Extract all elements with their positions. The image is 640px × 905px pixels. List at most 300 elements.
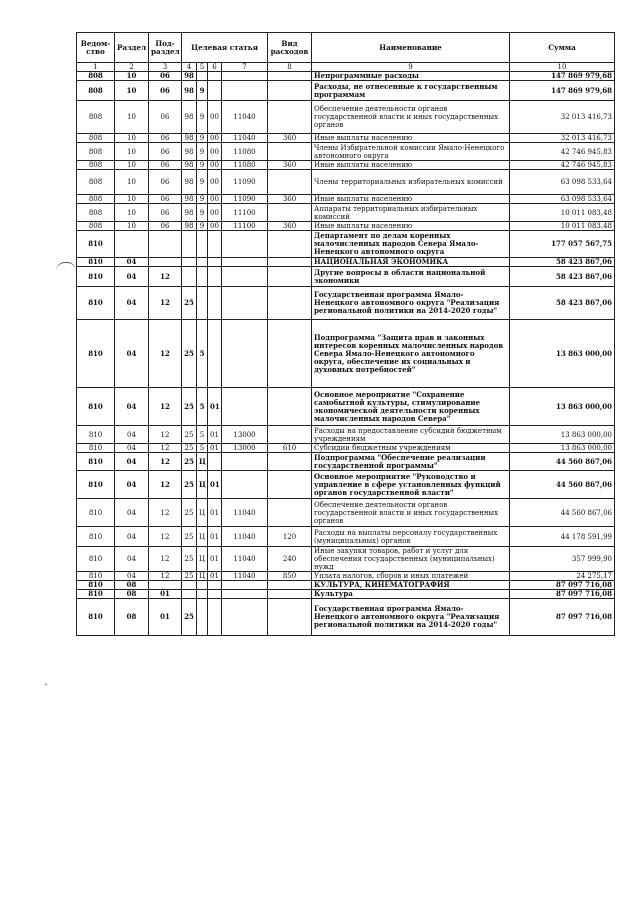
cell-podrazdel: 12 <box>149 287 182 320</box>
cell-razdel: 10 <box>115 81 149 101</box>
cell-razdel: 10 <box>115 222 149 231</box>
cell-razdel: 10 <box>115 161 149 170</box>
col-number: 10 <box>510 63 615 72</box>
cell-sum: 13 863 000,00 <box>510 388 615 426</box>
table-body <box>77 72 615 636</box>
cell-target-1: 98 <box>182 81 197 101</box>
cell-target-4 <box>222 258 268 267</box>
col-number: 4 <box>182 63 197 72</box>
cell-target-2: 9 <box>197 195 208 204</box>
cell-target-2 <box>197 581 208 590</box>
cell-razdel: 04 <box>115 547 149 572</box>
cell-name: Иные выплаты населению <box>312 195 510 204</box>
cell-podrazdel: 06 <box>149 170 182 195</box>
table-row <box>77 258 615 267</box>
cell-podrazdel: 12 <box>149 547 182 572</box>
cell-target-1: 98 <box>182 170 197 195</box>
cell-razdel: 10 <box>115 195 149 204</box>
cell-target-1: 25 <box>182 499 197 527</box>
cell-vid: 240 <box>268 547 312 572</box>
cell-target-4 <box>222 320 268 388</box>
cell-razdel: 08 <box>115 590 149 599</box>
cell-podrazdel: 06 <box>149 195 182 204</box>
cell-sum: 44 560 867,06 <box>510 499 615 527</box>
cell-ved: 808 <box>77 222 115 231</box>
cell-target-1 <box>182 231 197 258</box>
cell-target-3: 00 <box>208 101 222 134</box>
table-row <box>77 471 615 499</box>
cell-podrazdel: 12 <box>149 471 182 499</box>
cell-vid <box>268 72 312 81</box>
cell-name: Члены Избирательной комиссии Ямало-Ненецкого автономного округа <box>312 143 510 161</box>
cell-ved: 810 <box>77 499 115 527</box>
cell-razdel: 10 <box>115 72 149 81</box>
cell-target-2 <box>197 72 208 81</box>
cell-sum: 87 097 716,08 <box>510 590 615 599</box>
cell-name: Иные выплаты населению <box>312 161 510 170</box>
cell-target-4: 11040 <box>222 527 268 547</box>
cell-target-4: 11040 <box>222 499 268 527</box>
cell-sum: 44 560 867,06 <box>510 453 615 471</box>
cell-target-1 <box>182 590 197 599</box>
cell-razdel: 04 <box>115 471 149 499</box>
cell-target-1: 98 <box>182 143 197 161</box>
cell-razdel: 04 <box>115 426 149 444</box>
cell-podrazdel: 06 <box>149 204 182 222</box>
cell-ved: 810 <box>77 258 115 267</box>
cell-target-4: 11090 <box>222 170 268 195</box>
cell-target-1: 25 <box>182 453 197 471</box>
cell-ved: 810 <box>77 581 115 590</box>
cell-target-4 <box>222 590 268 599</box>
cell-name: Подпрограмма "Обеспечение реализации государственной программы" <box>312 453 510 471</box>
table-row <box>77 81 615 101</box>
cell-sum: 63 098 533,64 <box>510 170 615 195</box>
cell-target-3: 01 <box>208 388 222 426</box>
table-row <box>77 527 615 547</box>
cell-podrazdel: 12 <box>149 572 182 581</box>
cell-ved: 810 <box>77 444 115 453</box>
cell-target-4 <box>222 471 268 499</box>
cell-vid <box>268 581 312 590</box>
cell-podrazdel: 06 <box>149 81 182 101</box>
cell-ved: 810 <box>77 471 115 499</box>
cell-vid <box>268 388 312 426</box>
col-number: 2 <box>115 63 149 72</box>
cell-target-2: 9 <box>197 81 208 101</box>
cell-target-4: 11090 <box>222 195 268 204</box>
cell-target-3 <box>208 231 222 258</box>
header-name: Наименование <box>312 33 510 63</box>
cell-target-2: 5 <box>197 320 208 388</box>
cell-ved: 810 <box>77 267 115 287</box>
cell-target-1: 25 <box>182 547 197 572</box>
cell-vid: 610 <box>268 444 312 453</box>
cell-target-3: 01 <box>208 426 222 444</box>
header-razdel: Раздел <box>115 33 149 63</box>
cell-target-3 <box>208 590 222 599</box>
cell-target-3: 01 <box>208 471 222 499</box>
cell-target-1: 25 <box>182 287 197 320</box>
cell-target-2: Ц <box>197 471 208 499</box>
cell-target-4 <box>222 581 268 590</box>
cell-podrazdel: 01 <box>149 599 182 636</box>
table-row <box>77 134 615 143</box>
cell-vid: 360 <box>268 161 312 170</box>
cell-ved: 808 <box>77 72 115 81</box>
cell-target-1: 98 <box>182 72 197 81</box>
cell-sum: 24 275,17 <box>510 572 615 581</box>
cell-podrazdel: 12 <box>149 453 182 471</box>
cell-vid: 120 <box>268 527 312 547</box>
table-row <box>77 204 615 222</box>
cell-sum: 177 057 567,75 <box>510 231 615 258</box>
cell-name: Департамент по делам коренных малочисленных народов Севера Ямало-Ненецкого автономного округа <box>312 231 510 258</box>
cell-vid: 360 <box>268 195 312 204</box>
cell-sum: 44 560 867,06 <box>510 471 615 499</box>
cell-name: Субсидии бюджетным учреждениям <box>312 444 510 453</box>
cell-name: Расходы на предоставление субсидий бюджетным учреждениям <box>312 426 510 444</box>
cell-target-2 <box>197 590 208 599</box>
cell-target-4 <box>222 453 268 471</box>
table-row <box>77 320 615 388</box>
cell-vid <box>268 267 312 287</box>
cell-target-4: 13000 <box>222 426 268 444</box>
cell-target-3 <box>208 599 222 636</box>
table-row <box>77 547 615 572</box>
table-row <box>77 572 615 581</box>
cell-name: КУЛЬТУРА, КИНЕМАТОГРАФИЯ <box>312 581 510 590</box>
cell-target-2: 9 <box>197 101 208 134</box>
cell-name: Государственная программа Ямало-Ненецкого автономного округа "Реализация региональной политики на 2014-2020 годы" <box>312 287 510 320</box>
cell-ved: 810 <box>77 590 115 599</box>
cell-ved: 810 <box>77 320 115 388</box>
cell-target-3 <box>208 287 222 320</box>
cell-target-1 <box>182 581 197 590</box>
cell-target-4: 13000 <box>222 444 268 453</box>
cell-ved: 810 <box>77 527 115 547</box>
cell-target-4: 11040 <box>222 572 268 581</box>
col-number: 5 <box>197 63 208 72</box>
cell-target-3: 00 <box>208 143 222 161</box>
cell-razdel: 08 <box>115 599 149 636</box>
cell-target-2 <box>197 258 208 267</box>
cell-podrazdel <box>149 258 182 267</box>
cell-target-3 <box>208 258 222 267</box>
cell-target-2: Ц <box>197 547 208 572</box>
cell-target-3: 00 <box>208 195 222 204</box>
cell-target-3: 00 <box>208 204 222 222</box>
cell-razdel: 04 <box>115 320 149 388</box>
header-row <box>77 33 615 63</box>
cell-target-2: 9 <box>197 170 208 195</box>
cell-name: Члены территориальных избирательных комиссий <box>312 170 510 195</box>
cell-target-1: 25 <box>182 444 197 453</box>
cell-podrazdel: 06 <box>149 134 182 143</box>
cell-target-1: 98 <box>182 195 197 204</box>
cell-name: Иные выплаты населению <box>312 134 510 143</box>
cell-target-3 <box>208 320 222 388</box>
cell-target-3 <box>208 72 222 81</box>
cell-ved: 810 <box>77 231 115 258</box>
cell-razdel: 04 <box>115 267 149 287</box>
cell-ved: 810 <box>77 572 115 581</box>
cell-vid: 360 <box>268 222 312 231</box>
cell-name: Подпрограмма "Защита прав и законных интересов коренных малочисленных народов Севера Ямало-Ненецкого автономного округа, обеспечение их социальных и духовных потребностей" <box>312 320 510 388</box>
cell-target-2: 9 <box>197 143 208 161</box>
cell-target-3: 01 <box>208 547 222 572</box>
cell-target-3: 01 <box>208 499 222 527</box>
cell-podrazdel: 12 <box>149 499 182 527</box>
cell-sum: 87 097 716,08 <box>510 581 615 590</box>
table-row <box>77 388 615 426</box>
cell-target-2: Ц <box>197 527 208 547</box>
budget-table <box>76 32 615 636</box>
cell-vid <box>268 320 312 388</box>
cell-ved: 810 <box>77 388 115 426</box>
cell-podrazdel: 06 <box>149 161 182 170</box>
cell-target-4: 11100 <box>222 204 268 222</box>
cell-target-3 <box>208 81 222 101</box>
header-sum: Сумма <box>510 33 615 63</box>
table-row <box>77 499 615 527</box>
cell-sum: 13 863 000,00 <box>510 320 615 388</box>
cell-target-1: 25 <box>182 320 197 388</box>
cell-razdel: 10 <box>115 101 149 134</box>
cell-target-1 <box>182 258 197 267</box>
cell-target-2: 9 <box>197 161 208 170</box>
cell-razdel: 10 <box>115 204 149 222</box>
col-number: 9 <box>312 63 510 72</box>
cell-sum: 58 423 867,06 <box>510 258 615 267</box>
cell-target-4 <box>222 72 268 81</box>
cell-target-1: 25 <box>182 572 197 581</box>
cell-sum: 147 869 979,68 <box>510 72 615 81</box>
cell-vid <box>268 81 312 101</box>
cell-target-4 <box>222 267 268 287</box>
cell-name: Обеспечение деятельности органов государственной власти и иных государственных органов <box>312 499 510 527</box>
cell-razdel: 04 <box>115 258 149 267</box>
cell-target-1: 98 <box>182 204 197 222</box>
cell-podrazdel: 06 <box>149 72 182 81</box>
cell-target-2 <box>197 287 208 320</box>
cell-name: Иные выплаты населению <box>312 222 510 231</box>
cell-target-4 <box>222 388 268 426</box>
cell-target-4: 11040 <box>222 134 268 143</box>
col-number: 7 <box>222 63 268 72</box>
cell-sum: 10 011 083,48 <box>510 204 615 222</box>
cell-ved: 808 <box>77 101 115 134</box>
cell-ved: 810 <box>77 547 115 572</box>
cell-podrazdel: 12 <box>149 527 182 547</box>
col-number: 1 <box>77 63 115 72</box>
table-row <box>77 161 615 170</box>
cell-target-1: 98 <box>182 134 197 143</box>
cell-sum: 42 746 945,83 <box>510 161 615 170</box>
cell-name: Государственная программа Ямало-Ненецкого автономного округа "Реализация региональной политики на 2014-2020 годы" <box>312 599 510 636</box>
cell-target-2: Ц <box>197 572 208 581</box>
cell-target-1: 25 <box>182 471 197 499</box>
header-podrazdel: Под-раздел <box>149 33 182 63</box>
table-row <box>77 426 615 444</box>
cell-vid <box>268 590 312 599</box>
cell-target-2: 5 <box>197 426 208 444</box>
table-row <box>77 599 615 636</box>
cell-ved: 808 <box>77 81 115 101</box>
cell-razdel: 08 <box>115 581 149 590</box>
column-number-row <box>77 63 615 72</box>
cell-target-4 <box>222 231 268 258</box>
table-row <box>77 590 615 599</box>
cell-razdel: 04 <box>115 388 149 426</box>
cell-target-3: 01 <box>208 527 222 547</box>
cell-target-1: 25 <box>182 599 197 636</box>
cell-sum: 58 423 867,06 <box>510 267 615 287</box>
header-vid: Вид расходов <box>268 33 312 63</box>
cell-sum: 32 013 416,73 <box>510 134 615 143</box>
table-row <box>77 72 615 81</box>
cell-vid <box>268 471 312 499</box>
cell-razdel: 04 <box>115 499 149 527</box>
col-number: 8 <box>268 63 312 72</box>
cell-target-3: 00 <box>208 222 222 231</box>
header-ved: Ведом-ство <box>77 33 115 63</box>
cell-razdel: 10 <box>115 143 149 161</box>
cell-podrazdel: 12 <box>149 388 182 426</box>
cell-target-2: 9 <box>197 222 208 231</box>
cell-target-2: 5 <box>197 388 208 426</box>
cell-name: Обеспечение деятельности органов государственной власти и иных государственных органов <box>312 101 510 134</box>
cell-podrazdel: 01 <box>149 590 182 599</box>
cell-razdel: 04 <box>115 527 149 547</box>
cell-ved: 808 <box>77 204 115 222</box>
cell-sum: 58 423 867,06 <box>510 287 615 320</box>
cell-target-2: Ц <box>197 499 208 527</box>
cell-target-3: 00 <box>208 161 222 170</box>
table-row <box>77 444 615 453</box>
cell-name: Культура <box>312 590 510 599</box>
table-row <box>77 267 615 287</box>
cell-vid: 360 <box>268 134 312 143</box>
cell-podrazdel <box>149 581 182 590</box>
table-row <box>77 101 615 134</box>
table-row <box>77 222 615 231</box>
cell-name: Непрограммные расходы <box>312 72 510 81</box>
table-row <box>77 143 615 161</box>
scan-margin-mark <box>56 262 76 271</box>
cell-podrazdel: 12 <box>149 444 182 453</box>
cell-razdel: 04 <box>115 287 149 320</box>
cell-sum: 147 869 979,68 <box>510 81 615 101</box>
cell-vid <box>268 101 312 134</box>
cell-sum: 13 863 000,00 <box>510 426 615 444</box>
table-row <box>77 231 615 258</box>
cell-name: Расходы на выплаты персоналу государственных (муниципальных) органов <box>312 527 510 547</box>
cell-razdel: 10 <box>115 134 149 143</box>
cell-podrazdel: 06 <box>149 101 182 134</box>
cell-target-2: 9 <box>197 204 208 222</box>
cell-target-2 <box>197 231 208 258</box>
table-row <box>77 170 615 195</box>
scan-margin-dot: ˄ <box>44 683 48 692</box>
table-row <box>77 453 615 471</box>
cell-target-1: 25 <box>182 426 197 444</box>
cell-target-4: 11100 <box>222 222 268 231</box>
cell-target-1: 98 <box>182 222 197 231</box>
cell-target-2 <box>197 267 208 287</box>
cell-target-3 <box>208 453 222 471</box>
cell-name: Аппараты территориальных избирательных комиссий <box>312 204 510 222</box>
cell-sum: 13 863 000,00 <box>510 444 615 453</box>
cell-name: НАЦИОНАЛЬНАЯ ЭКОНОМИКА <box>312 258 510 267</box>
header-target: Целевая статья <box>182 33 268 63</box>
cell-vid: 850 <box>268 572 312 581</box>
cell-podrazdel: 06 <box>149 222 182 231</box>
cell-podrazdel: 12 <box>149 426 182 444</box>
cell-target-1: 25 <box>182 388 197 426</box>
cell-target-2: 5 <box>197 444 208 453</box>
cell-vid <box>268 453 312 471</box>
cell-target-3 <box>208 267 222 287</box>
cell-target-4 <box>222 287 268 320</box>
cell-ved: 810 <box>77 453 115 471</box>
cell-vid <box>268 499 312 527</box>
cell-vid <box>268 258 312 267</box>
cell-sum: 32 013 416,73 <box>510 101 615 134</box>
cell-name: Другие вопросы в области национальной экономики <box>312 267 510 287</box>
cell-podrazdel <box>149 231 182 258</box>
cell-target-3: 00 <box>208 134 222 143</box>
cell-name: Уплата налогов, сборов и иных платежей <box>312 572 510 581</box>
cell-ved: 808 <box>77 161 115 170</box>
cell-name: Иные закупки товаров, работ и услуг для обеспечения государственных (муниципальных) нужд <box>312 547 510 572</box>
cell-target-4 <box>222 599 268 636</box>
cell-ved: 808 <box>77 134 115 143</box>
cell-target-4: 11080 <box>222 143 268 161</box>
cell-razdel: 04 <box>115 572 149 581</box>
cell-razdel: 10 <box>115 170 149 195</box>
cell-vid <box>268 287 312 320</box>
cell-name: Расходы, не отнесенные к государственным программам <box>312 81 510 101</box>
cell-razdel: 04 <box>115 453 149 471</box>
cell-ved: 808 <box>77 195 115 204</box>
cell-sum: 357 999,90 <box>510 547 615 572</box>
cell-target-4: 11040 <box>222 547 268 572</box>
cell-podrazdel: 12 <box>149 320 182 388</box>
cell-ved: 810 <box>77 426 115 444</box>
cell-sum: 42 746 945,83 <box>510 143 615 161</box>
cell-target-1 <box>182 267 197 287</box>
cell-podrazdel: 06 <box>149 143 182 161</box>
cell-target-4: 11080 <box>222 161 268 170</box>
cell-sum: 10 011 083,48 <box>510 222 615 231</box>
col-number: 6 <box>208 63 222 72</box>
cell-target-2 <box>197 599 208 636</box>
cell-target-3: 00 <box>208 170 222 195</box>
cell-target-2: Ц <box>197 453 208 471</box>
table-row <box>77 581 615 590</box>
cell-target-4: 11040 <box>222 101 268 134</box>
cell-sum: 44 178 591,99 <box>510 527 615 547</box>
cell-vid <box>268 143 312 161</box>
cell-sum: 63 098 533,64 <box>510 195 615 204</box>
cell-target-3 <box>208 581 222 590</box>
cell-vid <box>268 204 312 222</box>
cell-ved: 810 <box>77 599 115 636</box>
cell-target-3: 01 <box>208 572 222 581</box>
cell-name: Основное мероприятие "Руководство и управление в сфере установленных функций органов государственной власти" <box>312 471 510 499</box>
cell-vid <box>268 231 312 258</box>
